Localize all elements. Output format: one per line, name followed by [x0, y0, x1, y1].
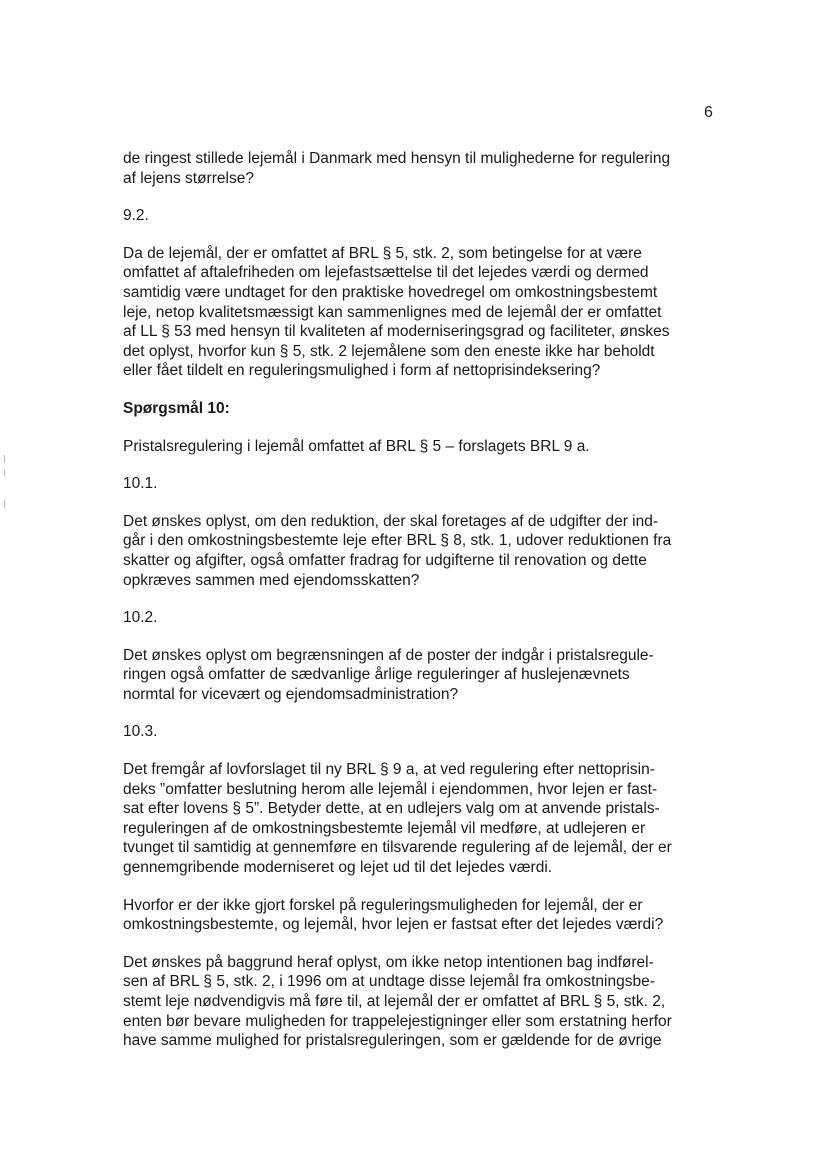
text-line: have samme mulighed for pristalsreguleringen, som er gældende for de øvrige	[123, 1032, 662, 1050]
text-line: går i den omkostningsbestemte leje efter BRL § 8, stk. 1, udover reduktionen fra	[123, 532, 672, 550]
text-line: skatter og afgifter, også omfatter fradrag for udgifterne til renovation og dette	[123, 551, 647, 569]
text-line: Da de lejemål, der er omfattet af BRL § 5, stk. 2, som betingelse for at være	[123, 244, 642, 262]
document-body	[123, 149, 723, 1051]
paragraph-gap	[123, 226, 723, 244]
text-line: af lejens størrelse?	[123, 169, 254, 187]
text-line: 10.1.	[123, 475, 158, 493]
paragraph	[123, 760, 723, 878]
section-heading	[123, 399, 723, 419]
text-line: Det ønskes på baggrund heraf oplyst, om ikke netop intentionen bag indførel-	[123, 953, 654, 971]
text-line: det oplyst, hvorfor kun § 5, stk. 2 lejemålene som den eneste ikke har beholdt	[123, 342, 655, 360]
paragraph	[123, 512, 723, 590]
text-line: 10.3.	[123, 723, 158, 741]
text-line: samtidig være undtaget for den praktiske hovedregel om omkostningsbestemt	[123, 283, 658, 301]
text-line: af LL § 53 med hensyn til kvaliteten af moderniseringsgrad og faciliteter, ønskes	[123, 323, 670, 341]
text-line: normtal for vicevært og ejendomsadministration?	[123, 685, 459, 703]
page-number: 6	[704, 104, 713, 121]
paragraph-gap	[123, 742, 723, 760]
paragraph-gap	[123, 878, 723, 896]
text-line: deks ”omfatter beslutning herom alle lejemål i ejendommen, hvor lejen er fast-	[123, 780, 658, 798]
paragraph-gap	[123, 590, 723, 608]
text-line: stemt leje nødvendigvis må føre til, at lejemål der er omfattet af BRL § 5, stk. 2,	[123, 993, 666, 1010]
paragraph	[123, 206, 723, 226]
paragraph	[123, 244, 723, 381]
paragraph-gap	[123, 456, 723, 474]
text-line: omfattet af aftalefriheden om lejefastsættelse til det lejedes værdi og dermed	[123, 264, 649, 282]
margin-mark	[4, 500, 5, 508]
text-line: ringen også omfatter de sædvanlige årlige reguleringer af huslejenævnets	[123, 666, 630, 684]
text-line: gennemgribende moderniseret og lejet ud til det lejedes værdi.	[123, 859, 553, 877]
paragraph	[123, 149, 723, 188]
paragraph	[123, 608, 723, 628]
paragraph-gap	[123, 628, 723, 646]
paragraph-gap	[123, 381, 723, 399]
text-line: Det fremgår af lovforslaget til ny BRL § 9 a, at ved regulering efter nettoprisin-	[123, 761, 655, 779]
paragraph-gap	[123, 494, 723, 512]
text-line: 9.2.	[123, 207, 149, 225]
text-line: omkostningsbestemte, og lejemål, hvor lejen er fastsat efter det lejedes værdi?	[123, 916, 664, 934]
text-line: Det ønskes oplyst, om den reduktion, der skal foretages af de udgifter der ind-	[123, 512, 659, 530]
text-line: de ringest stillede lejemål i Danmark med hensyn til mulighederne for regulering	[123, 150, 671, 167]
paragraph-gap	[123, 419, 723, 437]
text-line: Hvorfor er der ikke gjort forskel på reguleringsmuligheden for lejemål, der er	[123, 896, 643, 914]
text-line: opkræves sammen med ejendomsskatten?	[123, 571, 420, 589]
paragraph	[123, 896, 723, 935]
paragraph	[123, 437, 723, 457]
text-line: Pristalsregulering i lejemål omfattet af BRL § 5 – forslagets BRL 9 a.	[123, 437, 590, 455]
margin-mark	[4, 470, 5, 476]
text-line: reguleringen af de omkostningsbestemte lejemål vil medføre, at udlejeren er	[123, 819, 646, 837]
paragraph	[123, 722, 723, 742]
paragraph	[123, 646, 723, 705]
paragraph-gap	[123, 935, 723, 953]
text-line: Det ønskes oplyst om begrænsningen af de poster der indgår i pristalsregule-	[123, 646, 654, 664]
paragraph-gap	[123, 704, 723, 722]
text-line: sat efter lovens § 5”. Betyder dette, at en udlejers valg om at anvende pristals-	[123, 800, 660, 818]
text-line: enten bør bevare muligheden for trappelejestigninger eller som erstatning herfor	[123, 1012, 672, 1030]
text-line: 10.2.	[123, 609, 158, 627]
text-line: sen af BRL § 5, stk. 2, i 1996 om at undtage disse lejemål fra omkostningsbe-	[123, 973, 655, 991]
paragraph-gap	[123, 188, 723, 206]
margin-mark	[4, 455, 5, 463]
text-line: eller fået tildelt en reguleringsmulighed i form af nettoprisindeksering?	[123, 362, 601, 380]
text-line: Spørgsmål 10:	[123, 399, 230, 417]
text-line: tvunget til samtidig at gennemføre en tilsvarende regulering af de lejemål, der er	[123, 839, 672, 857]
paragraph	[123, 474, 723, 494]
paragraph	[123, 953, 723, 1051]
text-line: leje, netop kvalitetsmæssigt kan sammenlignes med de lejemål der er omfattet	[123, 303, 662, 321]
